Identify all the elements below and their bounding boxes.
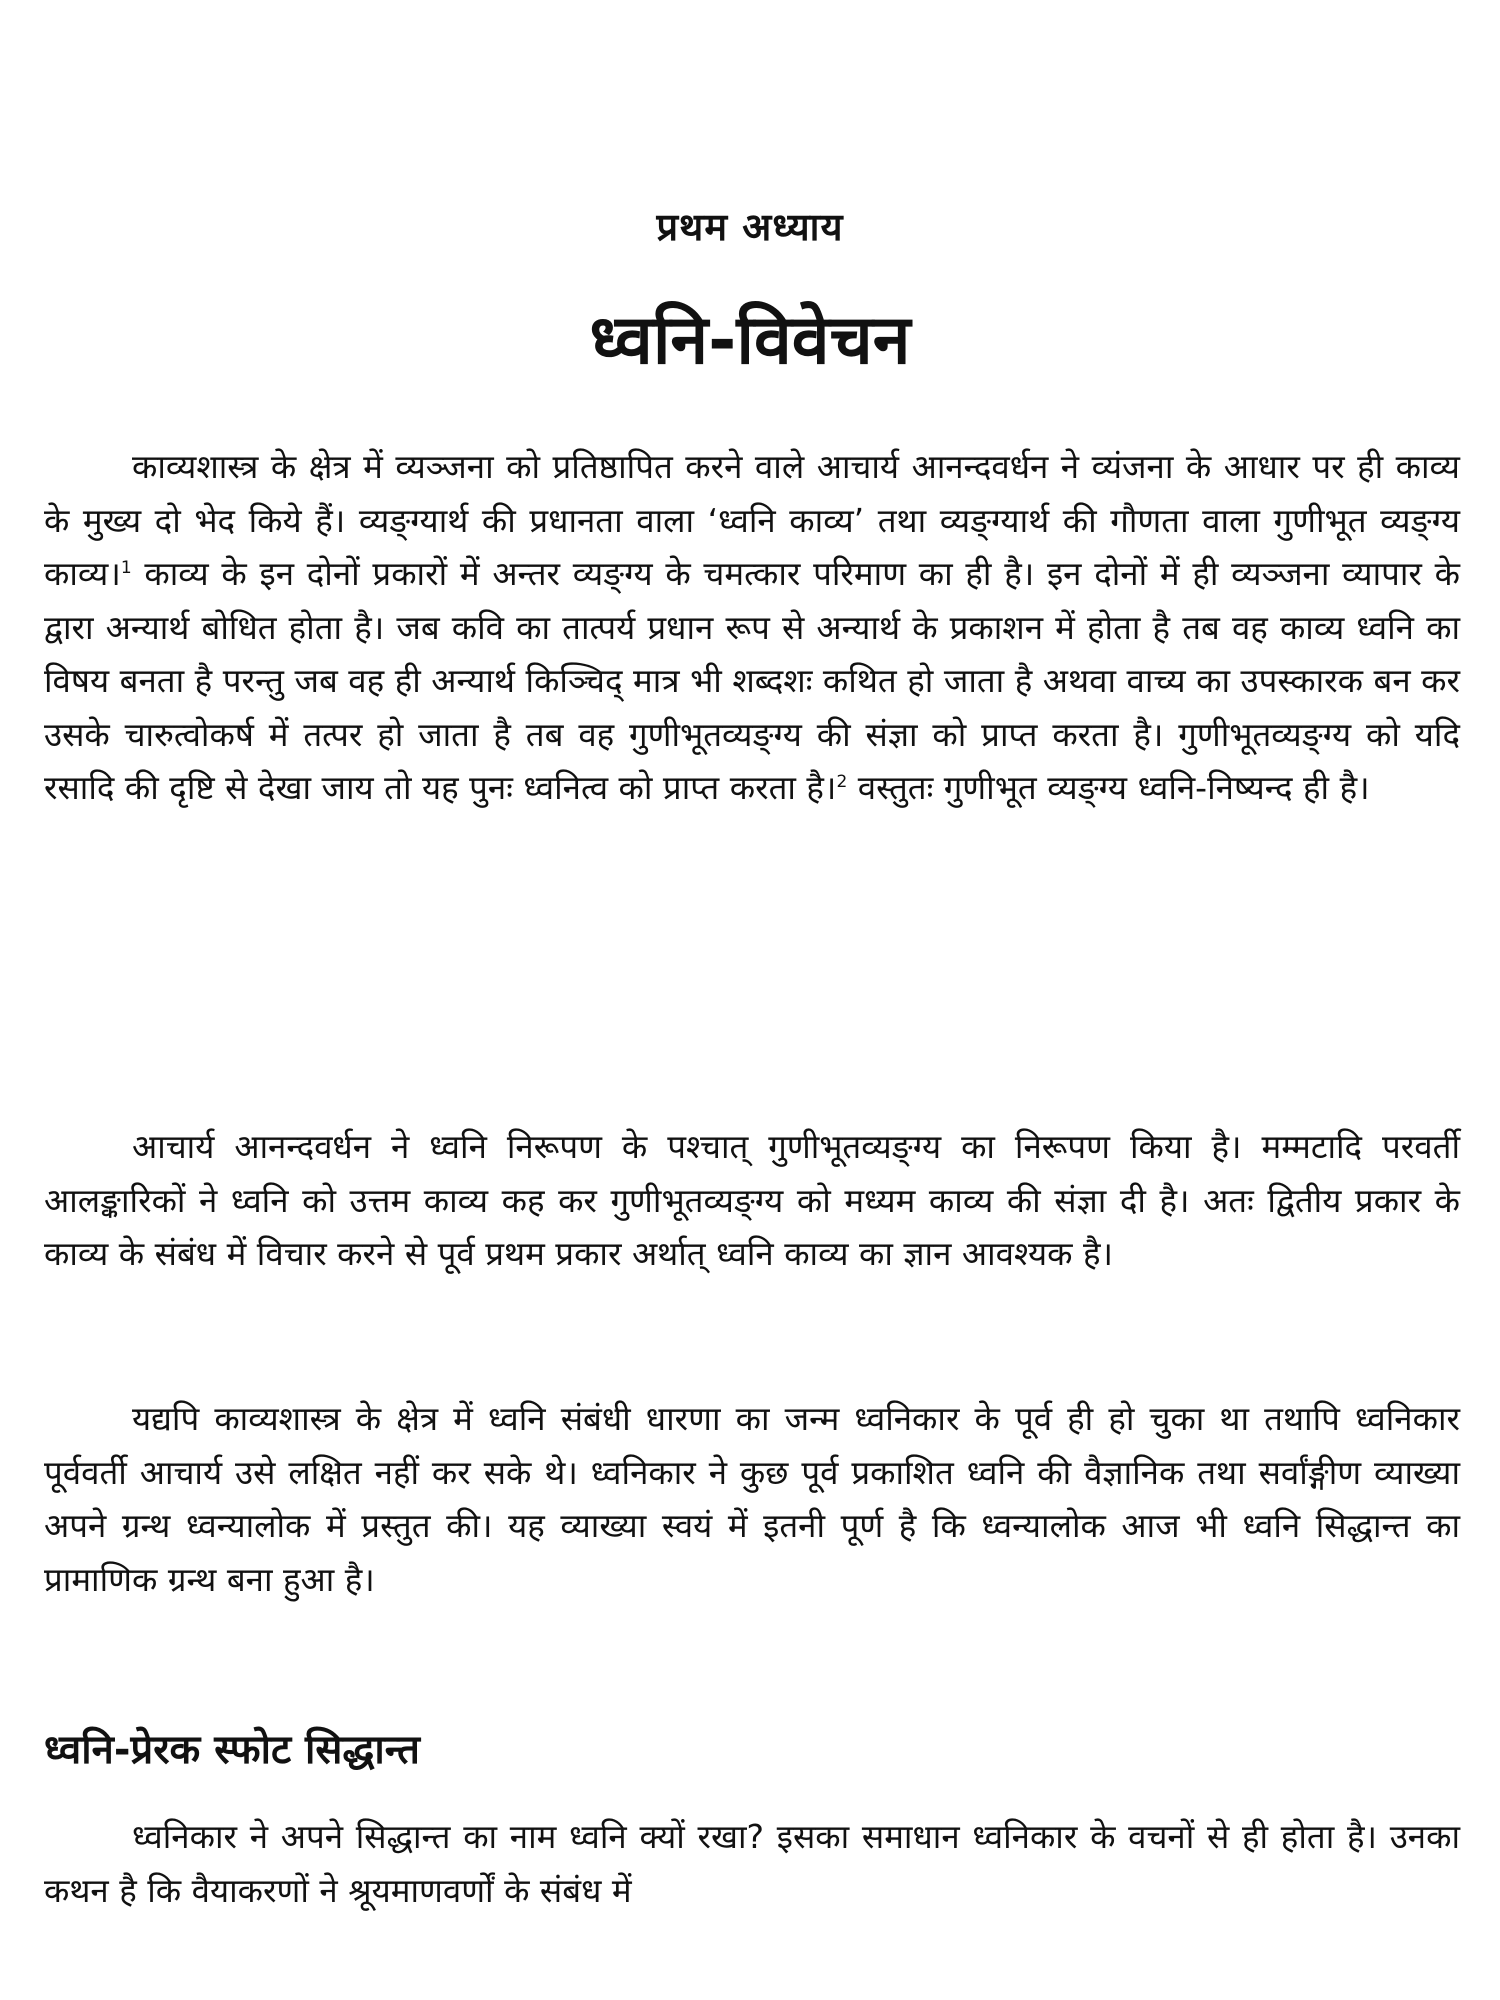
paragraph-1 (44, 440, 1460, 815)
intro-paragraph-block (44, 440, 1460, 815)
section-paragraph-block (44, 1810, 1460, 1917)
third-paragraph-block (44, 1392, 1460, 1606)
section-paragraph: ध्वनिकार ने अपने सिद्धान्त का नाम ध्वनि क्यों रखा? इसका समाधान ध्वनिकार के वचनों से ही होता है। उनका कथन है कि वैयाकरणों ने श्रूयमाणवर्णों के संबंध में (44, 1817, 1460, 1910)
chapter-label: प्रथम अध्याय (656, 205, 844, 249)
paragraph-3: यद्यपि काव्यशास्त्र के क्षेत्र में ध्वनि संबंधी धारणा का जन्म ध्वनिकार के पूर्व ही हो चुका था तथापि ध्वनिकार पूर्ववर्ती आचार्य उसे लक्षित नहीं कर सके थे। ध्वनिकार ने कुछ पूर्व प्रकाशित ध्वनि की वैज्ञानिक तथा सर्वांङ्गीण व्याख्या अपने ग्रन्थ ध्वन्यालोक में प्रस्तुत की। यह व्याख्या स्वयं में इतनी पूर्ण है कि ध्वन्यालोक आज भी ध्वनि सिद्धान्त का प्रामाणिक ग्रन्थ बना हुआ है। (44, 1399, 1460, 1599)
paragraph-1-part-a: काव्यशास्त्र के क्षेत्र में व्यञ्जना को प्रतिष्ठापित करने वाले आचार्य आनन्दवर्धन ने व्यंजना के आधार पर ही काव्य के मुख्य दो भेद किये हैं। व्यङ्ग्यार्थ की प्रधानता वाला ‘ध्वनि काव्य’ तथा व्यङ्ग्यार्थ की गौणता वाला गुणीभूत व्यङ्ग्य काव्य। (44, 447, 1460, 593)
paragraph-1-part-c: वस्तुतः गुणीभूत व्यङ्ग्य ध्वनि-निष्यन्द ही है। (847, 768, 1370, 807)
chapter-title: ध्वनि-विवेचन (589, 301, 911, 380)
footnote-ref-1: 1 (120, 558, 132, 578)
paragraph-2: आचार्य आनन्दवर्धन ने ध्वनि निरूपण के पश्चात् गुणीभूतव्यङ्ग्य का निरूपण किया है। मम्मटादि परवर्ती आलङ्कारिकों ने ध्वनि को उत्तम काव्य कह कर गुणीभूतव्यङ्ग्य को मध्यम काव्य की संज्ञा दी है। अतः द्वितीय प्रकार के काव्य के संबंध में विचार करने से पूर्व प्रथम प्रकार अर्थात् ध्वनि काव्य का ज्ञान आवश्यक है। (44, 1127, 1460, 1273)
second-paragraph-block (44, 1120, 1460, 1281)
footnote-ref-2: 2 (836, 772, 848, 792)
section-heading: ध्वनि-प्रेरक स्फोट सिद्धान्त (44, 1727, 420, 1773)
paragraph-1-part-b: काव्य के इन दोनों प्रकारों में अन्तर व्यङ्ग्य के चमत्कार परिमाण का ही है। इन दोनों में ही व्यञ्जना व्यापार के द्वारा अन्यार्थ बोधित होता है। जब कवि का तात्पर्य प्रधान रूप से अन्यार्थ के प्रकाशन में होता है तब वह काव्य ध्वनि का विषय बनता है परन्तु जब वह ही अन्यार्थ किञ्चिद् मात्र भी शब्दशः कथित हो जाता है अथवा वाच्य का उपस्कारक बन कर उसके चारुत्वोकर्ष में तत्पर हो जाता है तब वह गुणीभूतव्यङ्ग्य की संज्ञा को प्राप्त करता है। गुणीभूतव्यङ्ग्य को यदि रसादि की दृष्टि से देखा जाय तो यह पुनः ध्वनित्व को प्राप्त करता है। (44, 554, 1460, 807)
